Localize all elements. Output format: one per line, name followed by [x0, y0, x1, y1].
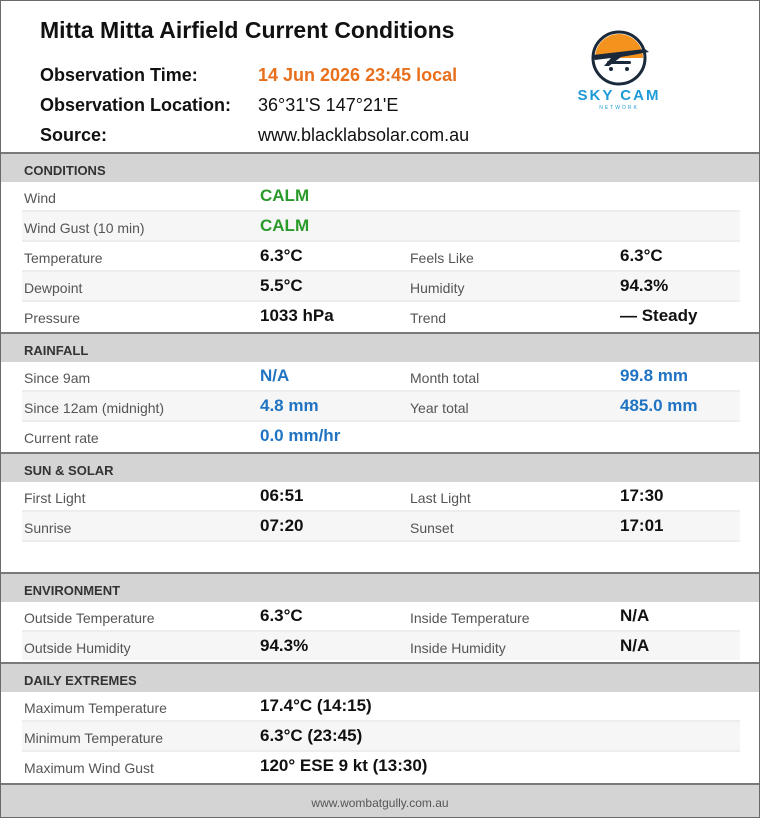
sunrise-value: 07:20: [260, 516, 304, 535]
dewpoint-label: Dewpoint: [24, 280, 83, 296]
max-temperature-label: Maximum Temperature: [24, 700, 167, 716]
row-since-midnight: [22, 392, 740, 422]
footer-link[interactable]: www.wombatgully.com.au: [311, 796, 449, 810]
outside-humidity-value: 94.3%: [260, 636, 309, 655]
trend-label: Trend: [410, 310, 447, 326]
section-sun-solar: [1, 452, 759, 482]
page-title: Mitta Mitta Airfield Current Conditions: [40, 17, 455, 43]
sunrise-label: Sunrise: [24, 520, 72, 536]
observation-time-label: Observation Time:: [40, 65, 198, 85]
month-total-label: Month total: [410, 370, 480, 386]
section-heading: DAILY EXTREMES: [24, 673, 137, 688]
max-wind-gust-value: 120° ESE 9 kt (13:30): [260, 756, 428, 775]
inside-temperature-value: N/A: [620, 606, 650, 625]
outside-humidity-label: Outside Humidity: [24, 640, 131, 656]
since-9am-label: Since 9am: [24, 370, 91, 386]
humidity-label: Humidity: [410, 280, 465, 296]
source-label: Source:: [40, 125, 108, 145]
row-sunrise: [22, 512, 740, 542]
since-9am-value: N/A: [260, 366, 290, 385]
row-wind: [22, 182, 740, 212]
inside-humidity-label: Inside Humidity: [410, 640, 506, 656]
row-min-temperature: [22, 722, 740, 752]
plane-sun-logo-icon: [569, 27, 669, 87]
current-rate-value: 0.0 mm/hr: [260, 426, 341, 445]
wind-gust-value: CALM: [260, 216, 310, 235]
current-rate-label: Current rate: [24, 430, 99, 446]
since-midnight-label: Since 12am (midnight): [24, 400, 165, 416]
last-light-label: Last Light: [410, 490, 471, 506]
row-outside-humidity: [22, 632, 740, 660]
year-total-value: 485.0 mm: [620, 396, 698, 415]
row-max-wind-gust: [22, 752, 740, 780]
max-wind-gust-label: Maximum Wind Gust: [24, 760, 154, 776]
row-outside-temperature: [22, 602, 740, 632]
section-heading: SUN & SOLAR: [24, 463, 114, 478]
feels-like-value: 6.3°C: [620, 246, 663, 265]
row-since-9am: [22, 362, 740, 392]
first-light-value: 06:51: [260, 486, 304, 505]
trend-value: — Steady: [620, 306, 698, 325]
sky-cam-logo: [569, 27, 673, 111]
logo-text: SKY CAM: [577, 87, 661, 104]
row-temperature: [22, 242, 740, 272]
sunset-label: Sunset: [410, 520, 454, 536]
footer: [1, 783, 759, 818]
section-rainfall: [1, 332, 759, 362]
section-environment: [1, 572, 759, 602]
wind-gust-label: Wind Gust (10 min): [24, 220, 145, 236]
observation-location-label: Observation Location:: [40, 95, 232, 115]
min-temperature-label: Minimum Temperature: [24, 730, 164, 746]
humidity-value: 94.3%: [620, 276, 669, 295]
sunset-value: 17:01: [620, 516, 664, 535]
row-current-rate: [22, 422, 740, 450]
since-midnight-value: 4.8 mm: [260, 396, 319, 415]
row-pressure: [22, 302, 740, 330]
inside-humidity-value: N/A: [620, 636, 650, 655]
section-heading: CONDITIONS: [24, 163, 106, 178]
logo-subtext: NETWORK: [599, 105, 639, 111]
source-value: www.blacklabsolar.com.au: [258, 125, 470, 145]
outside-temperature-value: 6.3°C: [260, 606, 303, 625]
month-total-value: 99.8 mm: [620, 366, 689, 385]
pressure-value: 1033 hPa: [260, 306, 334, 325]
section-heading: ENVIRONMENT: [24, 583, 121, 598]
header: [1, 1, 759, 152]
outside-temperature-label: Outside Temperature: [24, 610, 155, 626]
wind-value: CALM: [260, 186, 310, 205]
year-total-label: Year total: [410, 400, 469, 416]
row-dewpoint: [22, 272, 740, 302]
wind-label: Wind: [24, 190, 56, 206]
dewpoint-value: 5.5°C: [260, 276, 303, 295]
pressure-label: Pressure: [24, 310, 81, 326]
first-light-label: First Light: [24, 490, 86, 506]
min-temperature-value: 6.3°C (23:45): [260, 726, 363, 745]
inside-temperature-label: Inside Temperature: [410, 610, 530, 626]
row-wind-gust: [22, 212, 740, 242]
observation-time-value: 14 Jun 2026 23:45 local: [258, 65, 458, 85]
section-daily-extremes: [1, 662, 759, 692]
section-conditions: [1, 152, 759, 182]
temperature-value: 6.3°C: [260, 246, 303, 265]
row-max-temperature: [22, 692, 740, 722]
max-temperature-value: 17.4°C (14:15): [260, 696, 372, 715]
temperature-label: Temperature: [24, 250, 103, 266]
row-first-light: [22, 482, 740, 512]
section-heading: RAINFALL: [24, 343, 89, 358]
observation-location-value: 36°31'S 147°21'E: [258, 95, 399, 115]
last-light-value: 17:30: [620, 486, 664, 505]
feels-like-label: Feels Like: [410, 250, 474, 266]
